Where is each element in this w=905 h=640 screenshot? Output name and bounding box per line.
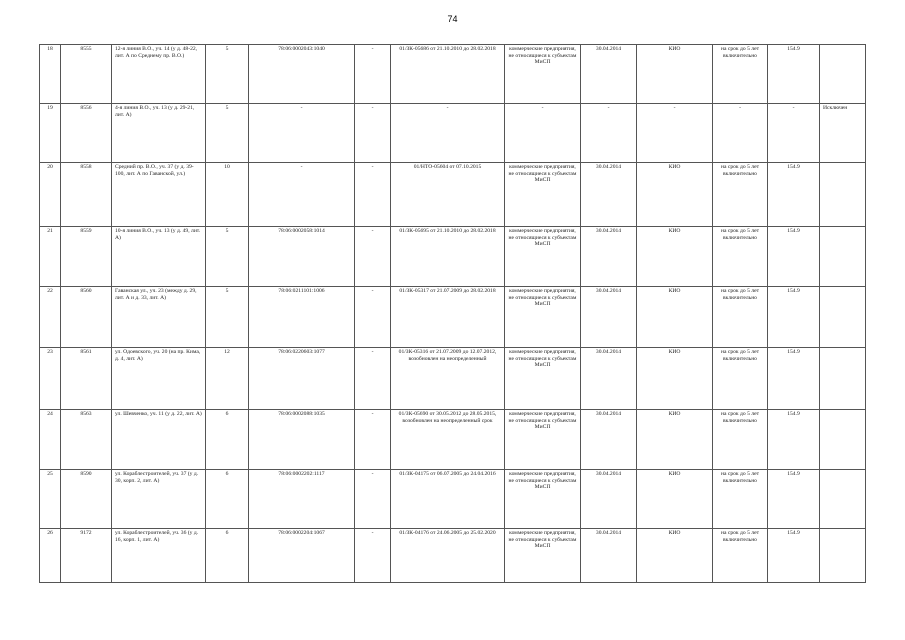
note-cell (820, 348, 866, 410)
note-cell (820, 410, 866, 470)
term-cell: на срок до 5 лет включительно (713, 227, 768, 287)
blank-column-cell: - (355, 529, 391, 583)
object-id-cell: 8559 (61, 227, 112, 287)
value-cell: 154.9 (768, 227, 820, 287)
value-cell: 154.9 (768, 287, 820, 348)
value-cell: - (768, 104, 820, 163)
purpose-cell: коммерческие предприятия, не относящиеся к субъектам МиСП (505, 410, 581, 470)
term-cell: на срок до 5 лет включительно (713, 410, 768, 470)
row-number-cell: 21 (40, 227, 61, 287)
cadastral-number-cell: 78:06:0220603:1077 (249, 348, 355, 410)
date-cell: 30.04.2014 (581, 287, 637, 348)
organization-cell: КИО (637, 163, 713, 227)
row-number-cell: 19 (40, 104, 61, 163)
cadastral-number-cell: 78:06:0002202:1117 (249, 470, 355, 529)
object-id-cell: 8560 (61, 287, 112, 348)
contract-cell: 01/ЗК-05686 от 21.10.2010 до 28.02.2018 (391, 45, 505, 104)
cadastral-number-cell: - (249, 163, 355, 227)
row-number-cell: 25 (40, 470, 61, 529)
contract-cell: 01/ЗК-04176 от 24.06.2005 до 25.02.2020 (391, 529, 505, 583)
organization-cell: КИО (637, 45, 713, 104)
purpose-cell: коммерческие предприятия, не относящиеся к субъектам МиСП (505, 163, 581, 227)
object-id-cell: 8590 (61, 470, 112, 529)
address-cell: 10-я линия В.О., уч. 13 (у д. 49, лит. А) (112, 227, 206, 287)
row-number-cell: 24 (40, 410, 61, 470)
cadastral-number-cell: - (249, 104, 355, 163)
table-row (40, 348, 866, 410)
quantity-cell: 5 (206, 45, 249, 104)
blank-column-cell: - (355, 227, 391, 287)
table-row (40, 45, 866, 104)
organization-cell: КИО (637, 348, 713, 410)
purpose-cell: коммерческие предприятия, не относящиеся к субъектам МиСП (505, 529, 581, 583)
quantity-cell: 5 (206, 287, 249, 348)
note-cell (820, 163, 866, 227)
purpose-cell: коммерческие предприятия, не относящиеся к субъектам МиСП (505, 348, 581, 410)
value-cell: 154.9 (768, 529, 820, 583)
object-id-cell: 9172 (61, 529, 112, 583)
quantity-cell: 5 (206, 104, 249, 163)
quantity-cell: 10 (206, 163, 249, 227)
purpose-cell: - (505, 104, 581, 163)
term-cell: на срок до 5 лет включительно (713, 45, 768, 104)
note-cell: Исключен (820, 104, 866, 163)
quantity-cell: 6 (206, 470, 249, 529)
purpose-cell: коммерческие предприятия, не относящиеся к субъектам МиСП (505, 227, 581, 287)
table-row (40, 470, 866, 529)
blank-column-cell: - (355, 287, 391, 348)
address-cell: Гаванская ул., уч. 23 (между д. 29, лит. А и д. 33, лит. А) (112, 287, 206, 348)
organization-cell: КИО (637, 410, 713, 470)
note-cell (820, 45, 866, 104)
purpose-cell: коммерческие предприятия, не относящиеся к субъектам МиСП (505, 470, 581, 529)
object-id-cell: 8555 (61, 45, 112, 104)
date-cell: 30.04.2014 (581, 470, 637, 529)
row-number-cell: 26 (40, 529, 61, 583)
object-id-cell: 8563 (61, 410, 112, 470)
contract-cell: - (391, 104, 505, 163)
term-cell: на срок до 5 лет включительно (713, 470, 768, 529)
term-cell: на срок до 5 лет включительно (713, 163, 768, 227)
note-cell (820, 529, 866, 583)
organization-cell: КИО (637, 287, 713, 348)
contract-cell: 01/ЗК-05690 от 30.05.2012 до 28.05.2015, возобновлен на неопределенный срок (391, 410, 505, 470)
row-number-cell: 20 (40, 163, 61, 227)
table-row (40, 104, 866, 163)
date-cell: 30.04.2014 (581, 348, 637, 410)
value-cell: 154.9 (768, 348, 820, 410)
object-id-cell: 8558 (61, 163, 112, 227)
row-number-cell: 23 (40, 348, 61, 410)
blank-column-cell: - (355, 163, 391, 227)
organization-cell: КИО (637, 529, 713, 583)
cadastral-number-cell: 78:06:0211101:1006 (249, 287, 355, 348)
date-cell: 30.04.2014 (581, 410, 637, 470)
blank-column-cell: - (355, 45, 391, 104)
blank-column-cell: - (355, 470, 391, 529)
quantity-cell: 12 (206, 348, 249, 410)
table-body (40, 45, 866, 583)
blank-column-cell: - (355, 104, 391, 163)
address-cell: ул. Кораблестроителей, уч. 36 (у д. 16, корп. 1, лит. А) (112, 529, 206, 583)
term-cell: на срок до 5 лет включительно (713, 287, 768, 348)
note-cell (820, 287, 866, 348)
value-cell: 154.9 (768, 470, 820, 529)
organization-cell: - (637, 104, 713, 163)
purpose-cell: коммерческие предприятия, не относящиеся к субъектам МиСП (505, 287, 581, 348)
table-row (40, 287, 866, 348)
quantity-cell: 6 (206, 529, 249, 583)
term-cell: - (713, 104, 768, 163)
value-cell: 154.9 (768, 45, 820, 104)
table-row (40, 227, 866, 287)
term-cell: на срок до 5 лет включительно (713, 348, 768, 410)
address-cell: ул. Кораблестроителей, уч. 37 (у д. 30, корп. 2, лит. А) (112, 470, 206, 529)
address-cell: Средний пр. В.О., уч. 37 (у д. 39-100, лит. А по Гаванской, ул.) (112, 163, 206, 227)
registry-table (39, 44, 866, 583)
organization-cell: КИО (637, 470, 713, 529)
organization-cell: КИО (637, 227, 713, 287)
note-cell (820, 227, 866, 287)
contract-cell: 01/ЗК-05695 от 21.10.2010 до 28.02.2018 (391, 227, 505, 287)
table-row (40, 410, 866, 470)
purpose-cell: коммерческие предприятия, не относящиеся к субъектам МиСП (505, 45, 581, 104)
table-row (40, 529, 866, 583)
address-cell: ул. Одоевского, уч. 20 (на пр. Кима, д. 4, лит. А) (112, 348, 206, 410)
date-cell: 30.04.2014 (581, 163, 637, 227)
blank-column-cell: - (355, 410, 391, 470)
address-cell: ул. Шевченко, уч. 11 (у д. 22, лит. А) (112, 410, 206, 470)
cadastral-number-cell: 78:06:0002043:1040 (249, 45, 355, 104)
cadastral-number-cell: 78:06:0002088:1035 (249, 410, 355, 470)
cadastral-number-cell: 78:06:0002204:1067 (249, 529, 355, 583)
row-number-cell: 18 (40, 45, 61, 104)
contract-cell: 01/ЗК-05317 от 21.07.2009 до 28.02.2018 (391, 287, 505, 348)
date-cell: - (581, 104, 637, 163)
blank-column-cell: - (355, 348, 391, 410)
date-cell: 30.04.2014 (581, 45, 637, 104)
value-cell: 154.9 (768, 410, 820, 470)
object-id-cell: 8556 (61, 104, 112, 163)
term-cell: на срок до 5 лет включительно (713, 529, 768, 583)
contract-cell: 01/ЗК-04175 от 06.07.2005 до 24.04.2016 (391, 470, 505, 529)
contract-cell: 01/ЗК-05316 от 21.07.2009 до 12.07.2012, возобновлен на неопределенный (391, 348, 505, 410)
page-number: 74 (447, 14, 458, 24)
quantity-cell: 6 (206, 410, 249, 470)
contract-cell: 01/НТО-05604 от 07.10.2015 (391, 163, 505, 227)
object-id-cell: 8561 (61, 348, 112, 410)
value-cell: 154.9 (768, 163, 820, 227)
quantity-cell: 5 (206, 227, 249, 287)
table-row (40, 163, 866, 227)
cadastral-number-cell: 78:06:0002058:1014 (249, 227, 355, 287)
address-cell: 12-я линия В.О., уч. 14 (у д. 48-22, лит. А по Среднему пр. В.О.) (112, 45, 206, 104)
note-cell (820, 470, 866, 529)
date-cell: 30.04.2014 (581, 529, 637, 583)
date-cell: 30.04.2014 (581, 227, 637, 287)
row-number-cell: 22 (40, 287, 61, 348)
address-cell: 4-я линия В.О., уч. 13 (у д. 29-21, лит. А) (112, 104, 206, 163)
